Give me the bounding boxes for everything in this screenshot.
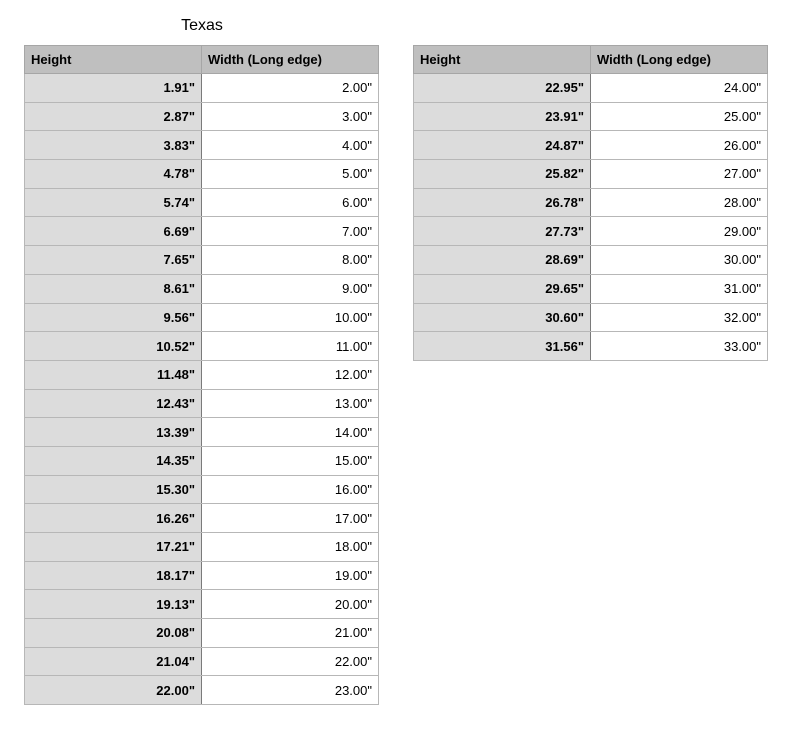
table-row xyxy=(25,102,379,131)
height-cell: 3.83" xyxy=(25,131,202,160)
page-title: Texas xyxy=(181,17,223,34)
table-row xyxy=(25,389,379,418)
table-row xyxy=(25,332,379,361)
table-row xyxy=(25,619,379,648)
width-cell: 3.00" xyxy=(202,102,379,131)
table-row xyxy=(25,418,379,447)
size-table-left xyxy=(24,45,379,705)
width-cell: 32.00" xyxy=(591,303,768,332)
table-row xyxy=(414,131,768,160)
table-row xyxy=(25,647,379,676)
height-cell: 21.04" xyxy=(25,647,202,676)
table-row xyxy=(25,446,379,475)
width-cell: 30.00" xyxy=(591,246,768,275)
table-row xyxy=(25,676,379,705)
table-row xyxy=(25,217,379,246)
height-cell: 28.69" xyxy=(414,246,591,275)
height-cell: 22.00" xyxy=(25,676,202,705)
table-row xyxy=(414,74,768,103)
width-cell: 10.00" xyxy=(202,303,379,332)
table-row xyxy=(414,102,768,131)
table-row xyxy=(25,533,379,562)
column-header-height: Height xyxy=(414,46,591,74)
table-row xyxy=(25,561,379,590)
table-row xyxy=(25,303,379,332)
height-cell: 16.26" xyxy=(25,504,202,533)
column-header-width: Width (Long edge) xyxy=(591,46,768,74)
height-cell: 17.21" xyxy=(25,533,202,562)
height-cell: 14.35" xyxy=(25,446,202,475)
height-cell: 24.87" xyxy=(414,131,591,160)
width-cell: 23.00" xyxy=(202,676,379,705)
table-row xyxy=(25,188,379,217)
table-row xyxy=(25,360,379,389)
width-cell: 14.00" xyxy=(202,418,379,447)
width-cell: 6.00" xyxy=(202,188,379,217)
table-header-row xyxy=(414,46,768,74)
width-cell: 12.00" xyxy=(202,360,379,389)
height-cell: 22.95" xyxy=(414,74,591,103)
table-row xyxy=(25,590,379,619)
height-cell: 13.39" xyxy=(25,418,202,447)
width-cell: 11.00" xyxy=(202,332,379,361)
width-cell: 25.00" xyxy=(591,102,768,131)
height-cell: 9.56" xyxy=(25,303,202,332)
height-cell: 29.65" xyxy=(414,274,591,303)
height-cell: 23.91" xyxy=(414,102,591,131)
table-row xyxy=(414,188,768,217)
table-row xyxy=(414,160,768,189)
height-cell: 8.61" xyxy=(25,274,202,303)
width-cell: 26.00" xyxy=(591,131,768,160)
table-row xyxy=(414,332,768,361)
height-cell: 6.69" xyxy=(25,217,202,246)
width-cell: 16.00" xyxy=(202,475,379,504)
width-cell: 27.00" xyxy=(591,160,768,189)
width-cell: 13.00" xyxy=(202,389,379,418)
height-cell: 30.60" xyxy=(414,303,591,332)
table-row xyxy=(25,274,379,303)
table-row xyxy=(414,274,768,303)
size-table-right xyxy=(413,45,768,361)
table-row xyxy=(25,246,379,275)
table-body xyxy=(25,74,379,705)
height-cell: 5.74" xyxy=(25,188,202,217)
width-cell: 29.00" xyxy=(591,217,768,246)
table-row xyxy=(414,303,768,332)
height-cell: 31.56" xyxy=(414,332,591,361)
height-cell: 27.73" xyxy=(414,217,591,246)
table-row xyxy=(25,504,379,533)
height-cell: 10.52" xyxy=(25,332,202,361)
table-header-row xyxy=(25,46,379,74)
table-row xyxy=(25,131,379,160)
width-cell: 21.00" xyxy=(202,619,379,648)
height-cell: 18.17" xyxy=(25,561,202,590)
width-cell: 33.00" xyxy=(591,332,768,361)
table-row xyxy=(25,475,379,504)
height-cell: 26.78" xyxy=(414,188,591,217)
width-cell: 19.00" xyxy=(202,561,379,590)
width-cell: 31.00" xyxy=(591,274,768,303)
height-cell: 2.87" xyxy=(25,102,202,131)
height-cell: 20.08" xyxy=(25,619,202,648)
width-cell: 24.00" xyxy=(591,74,768,103)
width-cell: 8.00" xyxy=(202,246,379,275)
height-cell: 19.13" xyxy=(25,590,202,619)
table-row xyxy=(414,246,768,275)
height-cell: 15.30" xyxy=(25,475,202,504)
height-cell: 1.91" xyxy=(25,74,202,103)
table-row xyxy=(25,74,379,103)
width-cell: 18.00" xyxy=(202,533,379,562)
column-header-width: Width (Long edge) xyxy=(202,46,379,74)
width-cell: 9.00" xyxy=(202,274,379,303)
width-cell: 20.00" xyxy=(202,590,379,619)
width-cell: 17.00" xyxy=(202,504,379,533)
width-cell: 2.00" xyxy=(202,74,379,103)
width-cell: 28.00" xyxy=(591,188,768,217)
column-header-height: Height xyxy=(25,46,202,74)
table-row xyxy=(25,160,379,189)
height-cell: 25.82" xyxy=(414,160,591,189)
width-cell: 22.00" xyxy=(202,647,379,676)
height-cell: 4.78" xyxy=(25,160,202,189)
height-cell: 12.43" xyxy=(25,389,202,418)
width-cell: 15.00" xyxy=(202,446,379,475)
width-cell: 7.00" xyxy=(202,217,379,246)
width-cell: 4.00" xyxy=(202,131,379,160)
table-body xyxy=(414,74,768,361)
height-cell: 7.65" xyxy=(25,246,202,275)
height-cell: 11.48" xyxy=(25,360,202,389)
table-row xyxy=(414,217,768,246)
width-cell: 5.00" xyxy=(202,160,379,189)
